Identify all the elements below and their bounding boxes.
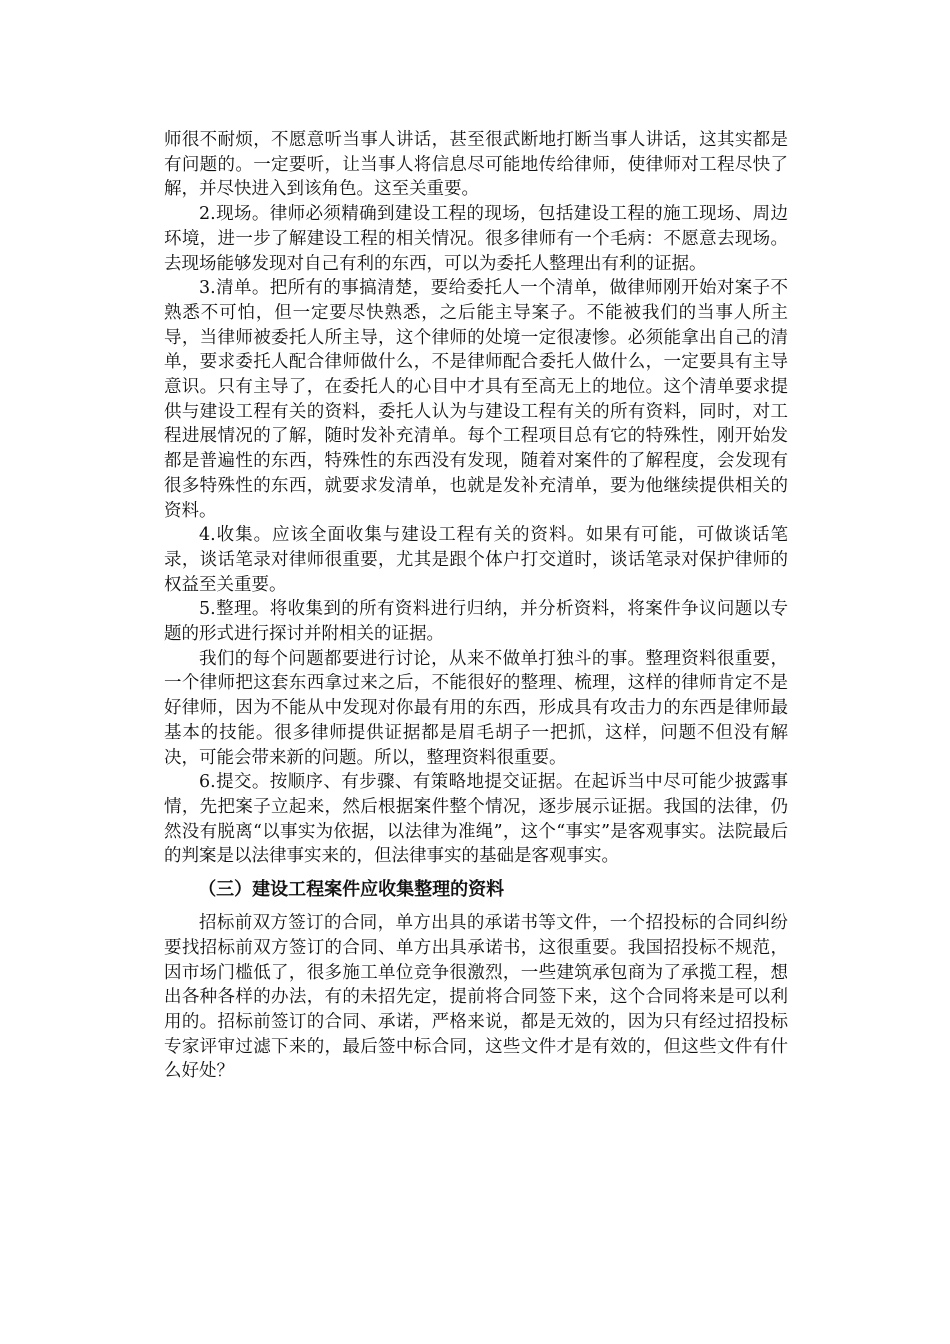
document-body [164, 128, 788, 1084]
paragraph-discussion: 我们的每个问题都要进行讨论，从来不做单打独斗的事。整理资料很重要，一个律师把这套东西拿过来之后，不能很好的整理、梳理，这样的律师肯定不是好律师，因为不能从中发现对你最有用的东西，形成具有攻击力的东西是律师最基本的技能。很多律师提供证据都是眉毛胡子一把抓，这样，问题不但没有解决，可能会带来新的问题。所以，整理资料很重要。 [164, 648, 788, 768]
paragraph-collect: 4.收集。应该全面收集与建设工程有关的资料。如果有可能，可做谈话笔录，谈话笔录对律师很重要，尤其是跟个体户打交道时，谈话笔录对保护律师的权益至关重要。 [164, 525, 788, 595]
paragraph-submit: 6.提交。按顺序、有步骤、有策略地提交证据。在起诉当中尽可能少披露事情，先把案子立起来，然后根据案件整个情况，逐步展示证据。我国的法律，仍然没有脱离“以事实为依据，以法律为准绳”，这个“事实”是客观事实。法院最后的判案是以法律事实来的，但法律事实的基础是客观事实。 [164, 772, 788, 867]
section-heading: （三）建设工程案件应收集整理的资料 [198, 879, 505, 901]
paragraph-organize: 5.整理。将收集到的所有资料进行归纳，并分析资料，将案件争议问题以专题的形式进行探讨并附相关的证据。 [164, 599, 788, 645]
paragraph-checklist: 3.清单。把所有的事搞清楚，要给委托人一个清单，做律师刚开始对案子不熟悉不可怕，但一定要尽快熟悉，之后能主导案子。不能被我们的当事人所主导，当律师被委托人所主导，这个律师的处境一定很凄惨。必须能拿出自己的清单，要求委托人配合律师做什么，不是律师配合委托人做什么，一定要具有主导意识。只有主导了，在委托人的心目中才具有至高无上的地位。这个清单要求提供与建设工程有关的资料，委托人认为与建设工程有关的所有资料，同时，对工程进展情况的了解，随时发补充清单。每个工程项目总有它的特殊性，刚开始发都是普遍性的东西，特殊性的东西没有发现，随着对案件的了解程度，会发现有很多特殊性的东西，就要求发清单，也就是发补充清单，要为他继续提供相关的资料。 [164, 278, 788, 521]
paragraph-section-body: 招标前双方签订的合同，单方出具的承诺书等文件，一个招投标的合同纠纷要找招标前双方签订的合同、单方出具承诺书，这很重要。我国招投标不规范，因市场门槛低了，很多施工单位竞争很激烈，一些建筑承包商为了承揽工程，想出各种各样的办法，有的未招先定，提前将合同签下来，这个合同将来是可以利用的。招标前签订的合同、承诺，严格来说，都是无效的，因为只有经过招投标专家评审过滤下来的，最后签中标合同，这些文件才是有效的，但这些文件有什么好处？ [164, 913, 788, 1082]
paragraph-site: 2.现场。律师必须精确到建设工程的现场，包括建设工程的施工现场、周边环境，进一步了解建设工程的相关情况。很多律师有一个毛病：不愿意去现场。去现场能够发现对自己有利的东西，可以为委托人整理出有利的证据。 [164, 204, 788, 274]
paragraph-continuation: 师很不耐烦，不愿意听当事人讲话，甚至很武断地打断当事人讲话，这其实都是有问题的。一定要听，让当事人将信息尽可能地传给律师，使律师对工程尽快了解，并尽快进入到该角色。这至关重要。 [164, 130, 788, 200]
